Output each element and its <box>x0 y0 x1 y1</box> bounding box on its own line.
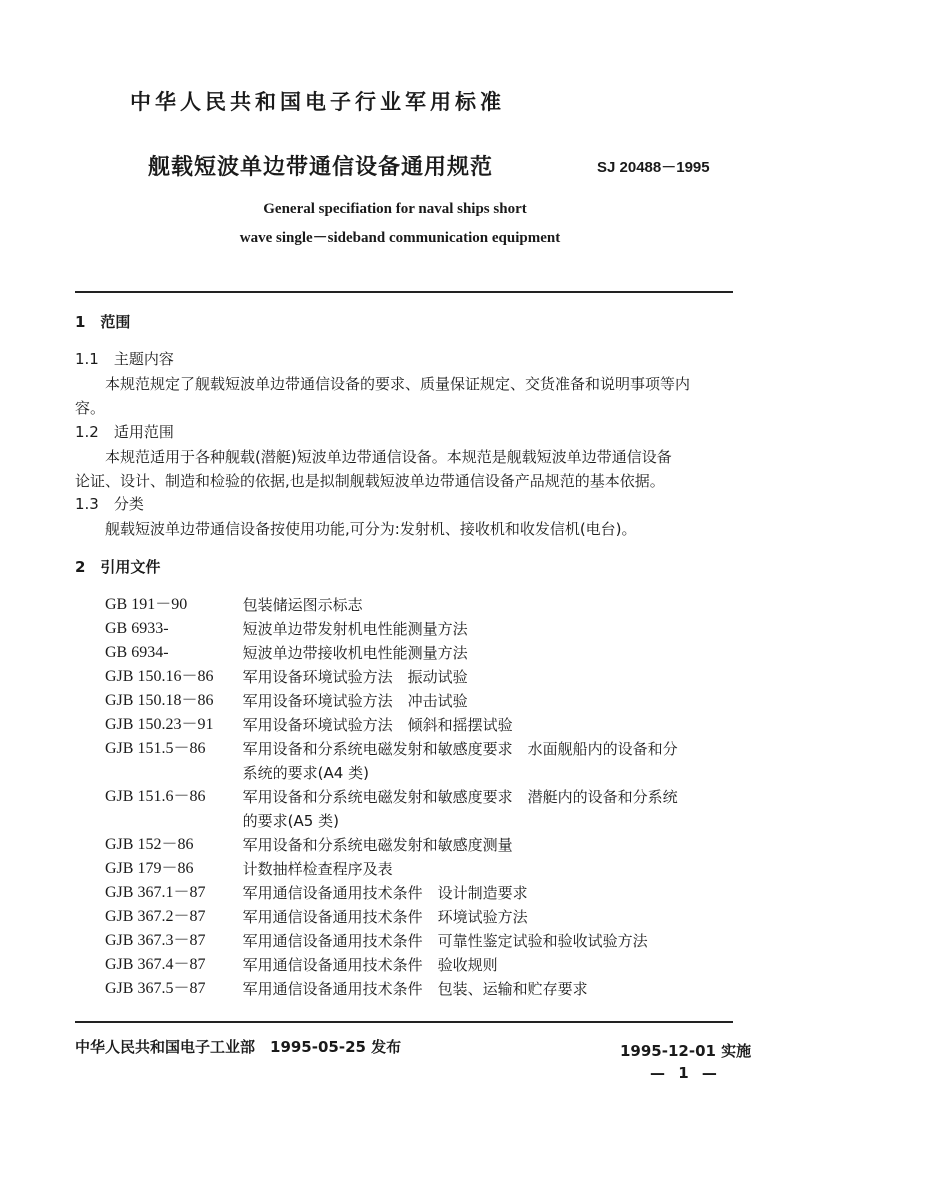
reference-code: GB 6933- <box>105 620 169 637</box>
reference-code: GJB 367.1－87 <box>105 884 206 901</box>
reference-row <box>105 953 745 977</box>
reference-row <box>105 665 745 689</box>
reference-title-line: 军用设备和分系统电磁发射和敏感度要求 潜艇内的设备和分系统 <box>242 788 678 806</box>
reference-row <box>105 881 745 905</box>
reference-row <box>105 833 745 857</box>
section-1-3-heading: 1.3 分类 <box>75 495 144 513</box>
reference-title: 军用通信设备通用技术条件 环境试验方法 <box>242 908 528 926</box>
reference-row <box>105 593 745 617</box>
reference-code: GJB 367.2－87 <box>105 908 206 925</box>
reference-title: 军用通信设备通用技术条件 验收规则 <box>242 956 498 974</box>
section-1-1-text-line-2: 容。 <box>75 399 106 417</box>
section-1-1-heading: 1.1 主题内容 <box>75 350 174 368</box>
section-1-1-text-line-1: 本规范规定了舰载短波单边带通信设备的要求、质量保证规定、交货准备和说明事项等内 <box>105 375 691 393</box>
reference-title: 军用通信设备通用技术条件 包装、运输和贮存要求 <box>242 980 588 998</box>
reference-code: GJB 152－86 <box>105 836 194 853</box>
reference-title: 短波单边带发射机电性能测量方法 <box>242 620 468 638</box>
reference-code: GJB 150.23－91 <box>105 716 214 733</box>
reference-code: GJB 367.3－87 <box>105 932 206 949</box>
reference-row <box>105 617 745 641</box>
reference-title: 军用设备环境试验方法 振动试验 <box>242 668 468 686</box>
section-2-heading: 2 引用文件 <box>75 558 161 576</box>
reference-title: 军用设备环境试验方法 倾斜和摇摆试验 <box>242 716 513 734</box>
reference-code: GJB 151.6－86 <box>105 788 206 805</box>
reference-title: 军用通信设备通用技术条件 可靠性鉴定试验和验收试验方法 <box>242 932 648 950</box>
section-1-2-text-line-2: 论证、设计、制造和检验的依据,也是拟制舰载短波单边带通信设备产品规范的基本依据。 <box>75 472 665 490</box>
reference-title <box>243 737 745 785</box>
reference-code: GJB 367.4－87 <box>105 956 206 973</box>
reference-row <box>105 905 745 929</box>
reference-code: GJB 179－86 <box>105 860 194 877</box>
english-title-line-1: General specifiation for naval ships short <box>263 201 527 217</box>
standard-code: SJ 20488－1995 <box>597 159 710 176</box>
reference-code: GJB 151.5－86 <box>105 740 206 757</box>
effective-date: 1995-12-01 实施 <box>620 1042 752 1060</box>
reference-title: 军用设备和分系统电磁发射和敏感度测量 <box>242 836 513 854</box>
reference-row <box>105 689 745 713</box>
reference-row <box>105 929 745 953</box>
reference-code: GJB 150.16－86 <box>105 668 214 685</box>
section-1-heading: 1 范围 <box>75 313 131 331</box>
bottom-divider <box>75 1021 733 1023</box>
reference-title: 军用通信设备通用技术条件 设计制造要求 <box>242 884 528 902</box>
reference-title: 短波单边带接收机电性能测量方法 <box>242 644 468 662</box>
document-title: 舰载短波单边带通信设备通用规范 <box>148 155 494 180</box>
reference-title-continuation: 系统的要求(A4 类) <box>242 764 369 782</box>
reference-code: GJB 367.5－87 <box>105 980 206 997</box>
reference-title: 计数抽样检查程序及表 <box>242 860 393 878</box>
reference-row <box>105 713 745 737</box>
section-1-2-heading: 1.2 适用范围 <box>75 423 174 441</box>
reference-title <box>243 785 745 833</box>
reference-row <box>105 785 745 833</box>
reference-row <box>105 641 745 665</box>
reference-row <box>105 737 745 785</box>
section-1-3-text-line-1: 舰载短波单边带通信设备按使用功能,可分为:发射机、接收机和收发信机(电台)。 <box>105 520 637 538</box>
english-title-line-2: wave single－sideband communication equipment <box>239 230 561 246</box>
page-number: — 1 — <box>650 1064 721 1082</box>
reference-code: GB 6934- <box>105 644 169 661</box>
issue-statement: 中华人民共和国电子工业部 1995-05-25 发布 <box>75 1038 402 1056</box>
reference-row <box>105 977 745 1001</box>
section-1-2-text-line-1: 本规范适用于各种舰载(潜艇)短波单边带通信设备。本规范是舰载短波单边带通信设备 <box>105 448 672 466</box>
reference-title: 军用设备环境试验方法 冲击试验 <box>242 692 468 710</box>
reference-code: GB 191－90 <box>105 596 188 613</box>
reference-title-line: 军用设备和分系统电磁发射和敏感度要求 水面舰船内的设备和分 <box>242 740 678 758</box>
standard-series-heading: 中华人民共和国电子行业军用标准 <box>130 90 505 114</box>
top-divider <box>75 291 733 293</box>
reference-code: GJB 150.18－86 <box>105 692 214 709</box>
reference-list <box>105 593 745 1001</box>
reference-row <box>105 857 745 881</box>
reference-title-continuation: 的要求(A5 类) <box>242 812 339 830</box>
reference-title: 包装储运图示标志 <box>242 596 363 614</box>
